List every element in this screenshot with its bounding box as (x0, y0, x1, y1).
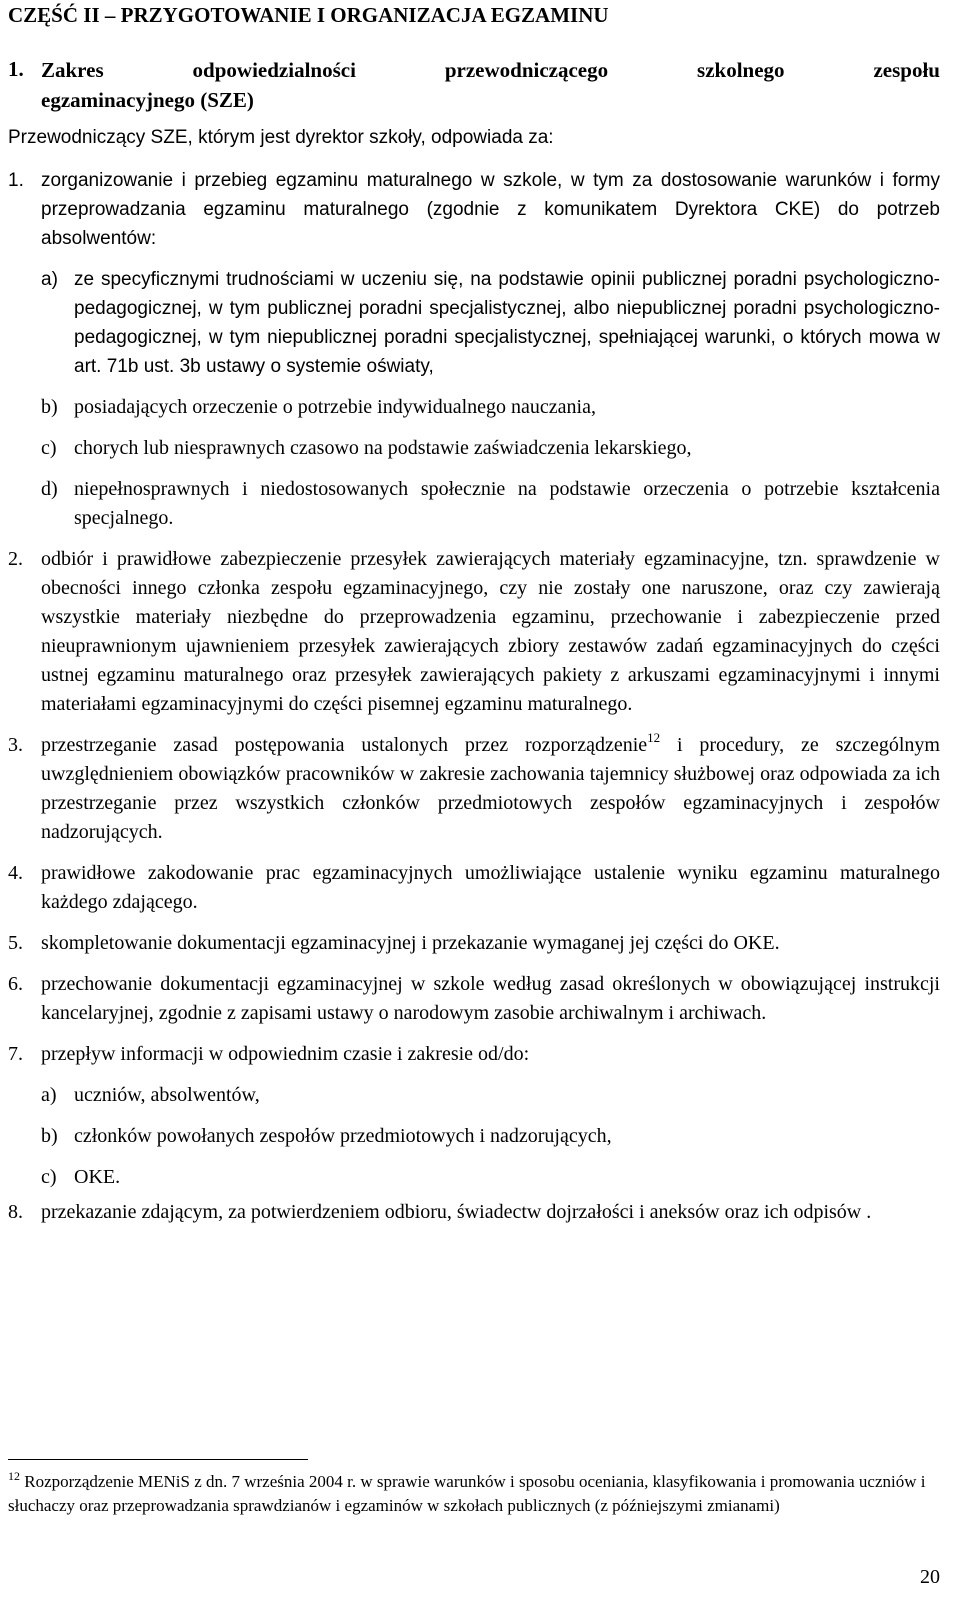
footnote-divider (8, 1459, 308, 1460)
list-item-8 (8, 1198, 940, 1227)
chapter-title: CZĘŚĆ II – PRZYGOTOWANIE I ORGANIZACJA EGZAMINU (8, 3, 609, 27)
sub-item-label: a) (41, 269, 58, 290)
list-item-6 (8, 970, 940, 1028)
sub-item-a (41, 1081, 940, 1110)
sub-item-text: niepełnosprawnych i niedostosowanych społecznie na podstawie orzeczenia o potrzebie kształcenia specjalnego. (74, 478, 940, 529)
sub-item-label: b) (41, 1125, 58, 1147)
item-text: prawidłowe zakodowanie prac egzaminacyjnych umożliwiające ustalenie wyniku egzaminu maturalnego każdego zdającego. (41, 862, 940, 913)
section-number: 1. (8, 57, 24, 81)
sub-item-c (41, 1163, 940, 1192)
sub-item-label: b) (41, 396, 58, 418)
list-item-5 (8, 929, 940, 958)
item-number: 7. (8, 1043, 23, 1065)
sub-item-text: OKE. (74, 1166, 121, 1188)
item-text: przepływ informacji w odpowiednim czasie i zakresie od/do: (41, 1043, 530, 1065)
sub-item-label: c) (41, 1166, 57, 1188)
item-text-after: i procedury, ze szczególnym uwzględnieniem obowiązków pracowników w zakresie zachowania tajemnicy służbowej oraz odpowiada za ich przestrzeganie przez wszystkich członków przedmiotowych zespołów egzaminacyjnych i zespołów nadzorujących. (41, 734, 940, 843)
sub-item-label: c) (41, 437, 57, 459)
section-title-line2: egzaminacyjnego (SZE) (41, 88, 254, 112)
item-number: 6. (8, 973, 23, 995)
item-number: 4. (8, 862, 23, 884)
sub-item-b (41, 1122, 940, 1151)
item-number: 3. (8, 734, 23, 756)
item-text (41, 731, 940, 847)
sub-item-text: uczniów, absolwentów, (74, 1084, 260, 1106)
item-number: 5. (8, 932, 23, 954)
item-text-before: przestrzeganie zasad postępowania ustalonych przez rozporządzenie (41, 734, 648, 756)
item-number: 2. (8, 548, 23, 570)
item-text: skompletowanie dokumentacji egzaminacyjnej i przekazanie wymaganej jej części do OKE. (41, 932, 780, 954)
intro-text: Przewodniczący SZE, którym jest dyrektor szkoły, odpowiada za: (8, 127, 554, 148)
footnote-number: 12 (8, 1469, 20, 1483)
section-title-line1: Zakres odpowiedzialności przewodniczącego szkolnego zespołu (41, 58, 940, 82)
item-text: przekazanie zdającym, za potwierdzeniem odbioru, świadectw dojrzałości i aneksów oraz ich odpisów . (41, 1201, 872, 1223)
footnote-reference: 12 (647, 730, 661, 745)
list-item-7 (8, 1040, 940, 1192)
sub-item-text: członków powołanych zespołów przedmiotowych i nadzorujących, (74, 1125, 612, 1147)
footnote-text: Rozporządzenie MENiS z dn. 7 września 2004 r. w sprawie warunków i sposobu oceniania, klasyfikowania i promowania uczniów i słuchaczy oraz przeprowadzania sprawdzianów i egzaminów w szkołach publicznych (z późniejszymi zmianami) (8, 1472, 926, 1515)
sub-item-d (41, 475, 940, 533)
section-heading (8, 55, 940, 115)
item-text: przechowanie dokumentacji egzaminacyjnej w szkole według zasad określonych w obowiązującej instrukcji kancelaryjnej, zgodnie z zapisami ustawy o narodowym zasobie archiwalnym i archiwach. (41, 973, 940, 1024)
sub-item-c (41, 434, 940, 463)
footnote (8, 1470, 940, 1518)
responsibilities-list (8, 166, 940, 1227)
list-item-4 (8, 859, 940, 917)
item-number: 8. (8, 1201, 23, 1223)
item-text: zorganizowanie i przebieg egzaminu maturalnego w szkole, w tym za dostosowanie warunków i formy przeprowadzania egzaminu maturalnego (zgodnie z komunikatem Dyrektora CKE) do potrzeb absolwentów: (41, 170, 940, 249)
sub-item-b (41, 393, 940, 422)
list-item-3 (8, 731, 940, 847)
item-text: odbiór i prawidłowe zabezpieczenie przesyłek zawierających materiały egzaminacyjne, tzn. sprawdzenie w obecności innego członka zespołu egzaminacyjnego, czy nie zostały one naruszone, oraz czy zawierają wszystkie materiały niezbędne do przeprowadzenia egzaminu, przechowanie i zabezpieczenie przed nieuprawnionym ujawnieniem przesyłek zawierających zbiory zestawów zadań egzaminacyjnych do części ustnej egzaminu maturalnego oraz przesyłek zawierających pakiety z arkuszami egzaminacyjnymi i innymi materiałami egzaminacyjnymi do części pisemnej egzaminu maturalnego. (41, 548, 940, 715)
list-item-1 (8, 166, 940, 381)
sub-item-a (41, 265, 940, 381)
list-item-2 (8, 545, 940, 719)
sub-item-text: posiadających orzeczenie o potrzebie indywidualnego nauczania, (74, 396, 596, 418)
sub-item-text: chorych lub niesprawnych czasowo na podstawie zaświadczenia lekarskiego, (74, 437, 692, 459)
item-number: 1. (8, 170, 24, 191)
sub-item-label: d) (41, 478, 58, 500)
sub-item-label: a) (41, 1084, 57, 1106)
list-item-1-cont (8, 393, 940, 533)
sub-item-text: ze specyficznymi trudnościami w uczeniu się, na podstawie opinii publicznej poradni psychologiczno-pedagogicznej, w tym publicznej poradni specjalistycznej, albo niepublicznej poradni psychologiczno-pedagogicznej, w tym niepublicznej poradni specjalistycznej, spełniającej warunki, o których mowa w art. 71b ust. 3b ustawy o systemie oświaty, (74, 269, 940, 377)
page-number: 20 (920, 1566, 940, 1588)
